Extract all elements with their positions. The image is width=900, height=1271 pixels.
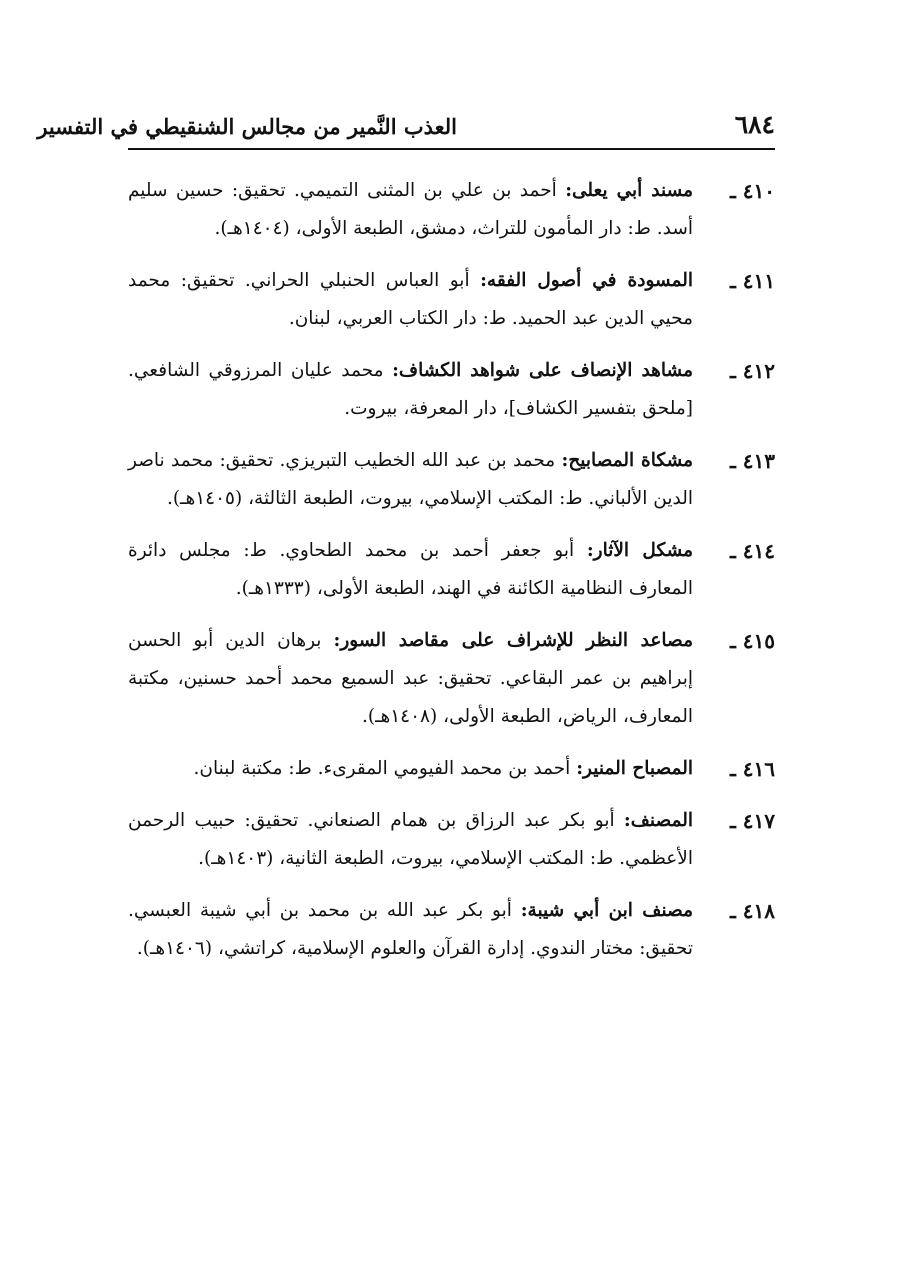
entry-details: أبو بكر عبد الله بن محمد بن أبي شيبة العبسي. تحقيق: مختار الندوي. إدارة القرآن والعلوم الإسلامية، كراتشي، (١٤٠٦هـ). [128,900,693,959]
entry-body [128,442,693,518]
entry-details: أحمد بن محمد الفيومي المقرىء. ط: مكتبة لبنان. [193,758,571,779]
entry-details: أبو جعفر أحمد بن محمد الطحاوي. ط: مجلس دائرة المعارف النظامية الكائنة في الهند، الطبعة الأولى، (١٣٣٣هـ). [128,540,693,599]
entry-body [128,262,693,338]
entry-details: برهان الدين أبو الحسن إبراهيم بن عمر البقاعي. تحقيق: عبد السميع محمد أحمد حسنين، مكتبة المعارف، الرياض، الطبعة الأولى، (١٤٠٨هـ). [128,630,693,727]
entry-title: مصنف ابن أبي شيبة: [520,900,693,921]
entry-number: ٤١٦ ـ [729,757,775,781]
entry-number: ٤١٨ ـ [729,899,775,923]
entry-body [128,172,693,248]
bibliography-entry [128,442,775,518]
bibliography-entry [128,262,775,338]
running-title: العذب النَّمير من مجالس الشنقيطي في التفسير [37,114,457,139]
bibliography-list [128,172,775,982]
entry-title: المصباح المنير: [576,758,693,779]
entry-title: مشاهد الإنصاف على شواهد الكشاف: [392,360,693,381]
entry-number: ٤١٣ ـ [729,449,775,473]
entry-body [128,802,693,878]
entry-number: ٤١٥ ـ [729,629,775,653]
entry-title: مصاعد النظر للإشراف على مقاصد السور: [333,630,693,651]
entry-number: ٤١٢ ـ [729,359,775,383]
entry-body [128,892,693,968]
bibliography-entry [128,352,775,428]
bibliography-entry [128,892,775,968]
entry-details: أبو العباس الحنبلي الحراني. تحقيق: محمد محيي الدين عبد الحميد. ط: دار الكتاب العربي، لبنان. [128,270,693,329]
bibliography-entry [128,622,775,736]
entry-title: مسند أبي يعلى: [565,180,693,201]
entry-body [128,622,693,736]
running-header [37,108,775,150]
entry-title: المصنف: [623,810,693,831]
entry-title: مشكل الآثار: [586,540,693,561]
entry-number: ٤١٧ ـ [729,809,775,833]
entry-details: محمد بن عبد الله الخطيب التبريزي. تحقيق: محمد ناصر الدين الألباني. ط: المكتب الإسلامي، بيروت، الطبعة الثالثة، (١٤٠٥هـ). [128,450,693,509]
entry-details: أحمد بن علي بن المثنى التميمي. تحقيق: حسين سليم أسد. ط: دار المأمون للتراث، دمشق، الطبعة الأولى، (١٤٠٤هـ). [128,180,693,239]
entry-body [128,352,693,428]
entry-number: ٤١٠ ـ [729,179,775,203]
entry-number: ٤١٤ ـ [729,539,775,563]
entry-title: مشكاة المصابيح: [561,450,693,471]
bibliography-entry [128,750,775,788]
bibliography-entry [128,532,775,608]
entry-body [128,532,693,608]
bibliography-entry [128,172,775,248]
entry-details: أبو بكر عبد الرزاق بن همام الصنعاني. تحقيق: حبيب الرحمن الأعظمي. ط: المكتب الإسلامي، بيروت، الطبعة الثانية، (١٤٠٣هـ). [128,810,693,869]
entry-body [128,750,693,788]
page-number: ٦٨٤ [734,110,775,139]
bibliography-entry [128,802,775,878]
entry-details: محمد عليان المرزوقي الشافعي. [ملحق بتفسير الكشاف]، دار المعرفة، بيروت. [128,360,693,419]
entry-number: ٤١١ ـ [729,269,775,293]
entry-title: المسودة في أصول الفقه: [480,270,694,291]
